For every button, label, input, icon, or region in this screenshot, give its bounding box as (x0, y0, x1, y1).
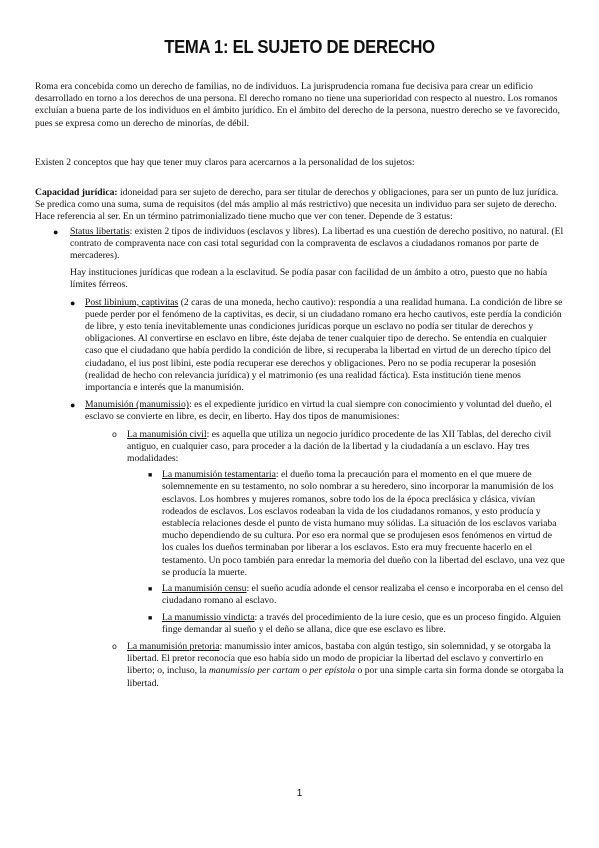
post-libinium-term: Post libinium, captivitas (85, 296, 179, 308)
square-bullet-icon: ■ (148, 471, 153, 480)
pretoria-text-1: : manumissio inter amicos, bastaba con algún testigo, sin solemnidad, y se otorgaba la libertad. El pretor reconocía que eso había sido un modo de propiciar la libertad del esclavo y convertirlo en liberto; o, incluso, la (127, 640, 551, 677)
testamentaria-text: : el dueño toma la precaución para el momento en el que muere de solemnemente en su testamento, no solo nombrar a su heredero, sino incorporar la manumisión de los esclavos. Los hombres y mujeres romanos, sobre todo los de la época preclásica y clásica, vivían rodeados de esclavos. Los esclavos rodeaban la vida de los ciudadanos romanos, y esto producía y establecía relaciones desde el punto de vista humano muy sólidas. La situación de los esclavos variaba mucho dependiendo de su cultura. Por eso era normal que se produjesen esos fenómenos en virtud de los cuales los dueños terminaban por liberar a los esclavos. Esto era muy frecuente hacerlo en el testamento. Un poco también para enredar la memoria del dueño con la libertad del esclavo, una vez que se producía la muerte. (162, 469, 565, 578)
vindicta-term: La manumissio vindicta (162, 611, 255, 623)
pretoria-text-3: o por una simple carta sin forma donde se otorgaba la libertad. (127, 665, 564, 689)
page-title: TEMA 1: EL SUJETO DE DERECHO (164, 36, 435, 57)
manumision-civil-text: : es aquella que utiliza un negocio jurídico procedente de las XII Tablas, del derecho civil antiguo, en cualquier caso, para proceder a la dación de la libertad y la ciudadanía a un esclavo. Hay tres modalidades: (127, 428, 552, 465)
list-item-manumision (70, 399, 565, 423)
capacidad-term: Capacidad jurídica: (35, 187, 118, 198)
manumision-term: Manumisión (manumissio) (85, 399, 189, 411)
capacidad-text: idoneidad para ser sujeto de derecho, para ser titular de derechos y obligaciones, para ser un punto de luz jurídica. Se predica como una suma, suma de requisitos (del más amplio al más restrictivo) que necesita un individuo para ser sujeto de derecho. Hace referencia al ser. En un término patrimonializado tiene mucho que ver con tener. Depende de 3 estatus: (35, 187, 559, 223)
censu-term: La manumisión censu (162, 583, 247, 595)
list-item-vindicta (148, 611, 565, 636)
list-item-manumision-civil (112, 428, 565, 466)
status-libertatis-text: : existen 2 tipos de individuos (esclavos y libres). La libertad es una cuestión de derecho positivo, no natural. (El contrato de compraventa nace con casi total seguridad con la compraventa de esclavos a ciudadanos romanos por parte de mercaderes). (70, 225, 564, 262)
post-libinium-text: (2 caras de una moneda, hecho cautivo): respondía a una realidad humana. La condición de libre se puede perder por el fenómeno de la captivitas, es decir, si un ciudadano romano era hecho cautivos, este perdía la condición de libre, y esto tenía inevitablemente unas condiciones jurídicas porque un esclavo no podía ser titular de derechos y obligaciones. Al convertirse en esclavo en libre, éste dejaba de tener cualquier tipo de derecho. Se entendía en cualquier caso que el ciudadano que había perdido la condición de libre, si recuperaba la libertad en virtud de un derecho típico del ciudadano, el ius post libini, este podía recuperar ese derechos y obligaciones. Pero no se podía recuperar la posesión (realidad de hecho con relevancia jurídica) y el matrimonio (es una realidad fáctica). Esta institución tiene menos importancia e interés que la manumisión. (85, 296, 563, 394)
manumision-civil-term: La manumisión civil (127, 428, 207, 440)
bullet-icon: ● (70, 297, 76, 308)
square-bullet-icon: ■ (148, 585, 153, 594)
list-item-post-libinium (70, 296, 565, 395)
page-number: 1 (296, 788, 303, 799)
existen-paragraph (35, 157, 565, 169)
pretoria-em-2: per epístola (309, 665, 356, 677)
list-item-testamentaria (148, 469, 565, 579)
square-bullet-icon: ■ (148, 613, 153, 622)
intro-paragraph (35, 81, 565, 130)
pretoria-term: La manumisión pretoria (127, 640, 220, 652)
list-item-censu (148, 583, 565, 607)
existen-text: Existen 2 conceptos que hay que tener muy claros para acercarnos a la personalidad de los sujetos: (35, 157, 415, 168)
capacidad-paragraph (35, 187, 565, 224)
list-item-status-libertatis (53, 225, 565, 263)
manumision-text: : es el expediente jurídico en virtud la cual siempre con conocimiento y voluntad del dueño, el esclavo se convierte en libre, es decir, en liberto. Hay dos tipos de manumisiones: (85, 399, 552, 423)
circle-bullet-icon: o (112, 641, 117, 651)
testamentaria-term: La manumisión testamentaria (162, 469, 276, 481)
bullet-icon: ● (53, 226, 59, 237)
intro-text: Roma era concebida como un derecho de familias, no de individuos. La jurisprudencia romana fue decisiva para crear un edificio desarrollado en torno a los derechos de una persona. El derecho romano no tiene una superioridad con respecto al nuestro. Los romanos excluían a buena parte de los individuos en el ámbito jurídico. En el ámbito del derecho de la persona, nuestro derecho se ve favorecido, pues se expresa como un derecho de minorías, de débil. (35, 81, 560, 129)
list-item-pretoria (112, 640, 565, 690)
capacidad-section (35, 187, 565, 690)
circle-bullet-icon: o (112, 429, 117, 439)
bullet-icon: ● (70, 400, 76, 411)
status-libertatis-term: Status libertatis (70, 225, 130, 237)
pretoria-em-1: manumissio per cartam (208, 665, 300, 677)
status-libertatis-extra: Hay instituciones jurídicas que rodean a la esclavitud. Se podía pasar con facilidad de un ámbito a otro, puesto que no había límites férreos. (70, 267, 548, 291)
censu-text: : el sueño acudía adonde el censor realizaba el censo e incorporaba en el censo del ciudadano romano al esclavo. (162, 583, 564, 607)
vindicta-text: : a través del procedimiento de la iure cesio, que es un proceso fingido. Alguien finge demandar al sueño y el deño se allana, dice que ese esclavo es libre. (162, 611, 561, 635)
pretoria-text-2: o (299, 665, 310, 677)
